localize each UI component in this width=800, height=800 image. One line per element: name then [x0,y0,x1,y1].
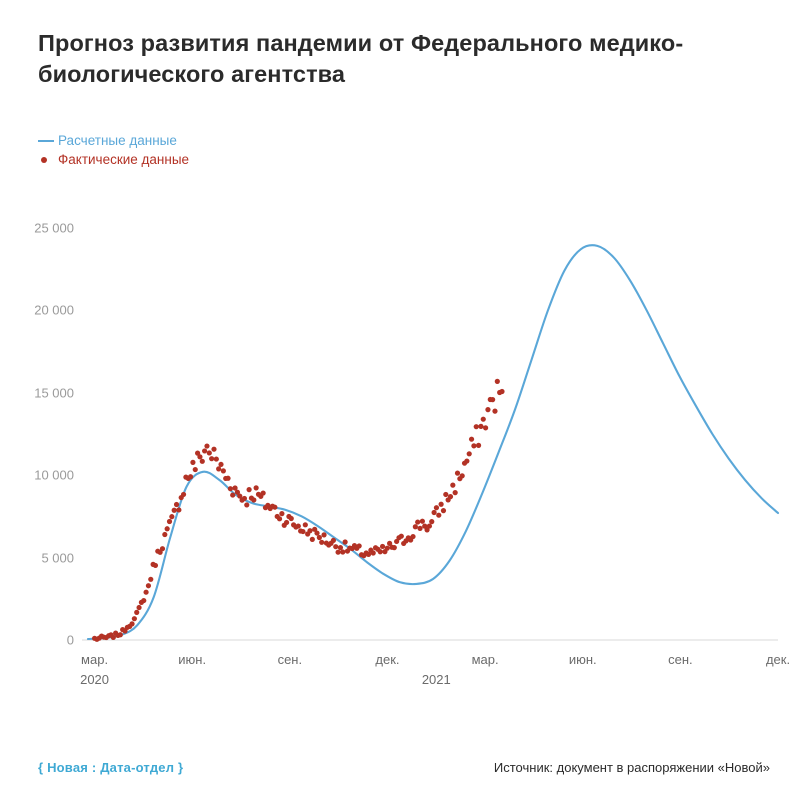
data-point [148,577,153,582]
data-point [272,505,277,510]
data-point [160,546,165,551]
data-point [310,537,315,542]
x-axis-tick-label: сен. [277,652,303,667]
data-point [443,492,448,497]
data-point [478,424,483,429]
data-point [380,544,385,549]
data-point [448,494,453,499]
data-point [300,529,305,534]
data-point [176,507,181,512]
data-point [143,590,148,595]
data-point [485,407,490,412]
data-point [429,519,434,524]
x-axis-tick-label: дек. [765,652,791,667]
legend-item-calculated [38,131,438,150]
data-point [303,522,308,527]
data-point [420,519,425,524]
data-point [436,513,441,518]
legend-dot-icon [38,157,58,163]
data-point [284,520,289,525]
data-point [490,397,495,402]
x-axis-year-label: 2021 [421,672,451,687]
legend-line-icon [38,140,58,142]
legend-item-actual [38,150,438,169]
x-axis-tick-label: мар. [471,652,499,667]
y-axis-tick-label: 25 000 [34,220,74,236]
data-point [495,379,500,384]
legend-label-actual: Фактические данные [58,152,190,167]
data-point [415,519,420,524]
data-point [413,524,418,529]
x-axis-tick-label: июн. [568,652,597,667]
data-point [129,621,134,626]
data-point [410,534,415,539]
data-point [242,496,247,501]
data-point [216,466,221,471]
data-point [296,523,301,528]
data-point [340,549,345,554]
x-axis-tick-label: дек. [375,652,400,667]
data-point [427,523,432,528]
data-point [289,516,294,521]
data-point [378,549,383,554]
series-line-calculated [88,245,778,639]
page-title: Прогноз развития пандемии от Федерального медико-биологического агентства [38,30,684,87]
data-point [207,450,212,455]
data-point [221,468,226,473]
data-point [439,502,444,507]
data-point [218,462,223,467]
chart-plot-area [0,175,800,720]
data-point [172,508,177,513]
data-point [190,460,195,465]
y-axis-tick-label: 0 [66,632,74,648]
data-point [146,583,151,588]
data-point [111,635,116,640]
data-point [453,490,458,495]
data-point [174,502,179,507]
data-point [469,437,474,442]
data-point [200,459,205,464]
data-point [165,526,170,531]
data-point [476,443,481,448]
data-point [202,448,207,453]
data-point [277,516,282,521]
data-point [197,454,202,459]
data-point [385,546,390,551]
data-point [319,540,324,545]
data-point [471,443,476,448]
data-point [460,473,465,478]
data-point [392,545,397,550]
data-point [251,497,256,502]
data-point [321,532,326,537]
data-point [441,508,446,513]
data-point [254,485,259,490]
x-axis-tick-label: мар. [81,652,109,667]
data-point [474,424,479,429]
data-point [211,447,216,452]
data-point [483,425,488,430]
data-point [225,476,230,481]
y-axis-tick-label: 5 000 [41,550,74,566]
data-point [343,539,348,544]
data-point [499,389,504,394]
data-point [230,492,235,497]
data-point [228,486,233,491]
data-point [432,510,437,515]
series-points-actual [92,379,505,642]
data-point [169,514,174,519]
data-point [314,530,319,535]
data-point [464,458,469,463]
data-point [317,535,322,540]
data-point [162,532,167,537]
data-point [209,456,214,461]
data-point [153,563,158,568]
data-point [307,528,312,533]
data-point [333,544,338,549]
data-point [181,492,186,497]
data-point [134,610,139,615]
data-point [141,598,146,603]
data-point [136,605,141,610]
data-point [261,490,266,495]
brand-credit: { Новая : Дата-отдел } [38,760,184,775]
data-point [279,511,284,516]
data-point [118,632,123,637]
data-point [167,519,172,524]
y-axis-tick-label: 15 000 [34,385,74,401]
x-axis-tick-label: сен. [668,652,693,667]
data-point [371,550,376,555]
data-point [467,451,472,456]
data-point [450,483,455,488]
data-point [244,502,249,507]
data-point [399,534,404,539]
data-point [331,538,336,543]
data-point [492,409,497,414]
data-point [214,456,219,461]
data-point [417,526,422,531]
x-axis-tick-label: июн. [178,652,207,667]
source-credit: Источник: документ в распоряжении «Новой» [493,760,770,775]
legend-label-calculated: Расчетные данные [58,133,177,148]
data-point [434,505,439,510]
data-point [132,616,137,621]
x-axis-year-label: 2020 [80,672,110,687]
chart-legend [38,131,438,169]
data-point [455,471,460,476]
chart-svg [0,175,800,720]
data-point [247,487,252,492]
data-point [357,543,362,548]
y-axis-tick-label: 10 000 [34,467,74,483]
y-axis-tick-label: 20 000 [34,302,74,318]
data-point [204,443,209,448]
data-point [193,467,198,472]
data-point [188,474,193,479]
data-point [481,417,486,422]
data-point [335,550,340,555]
